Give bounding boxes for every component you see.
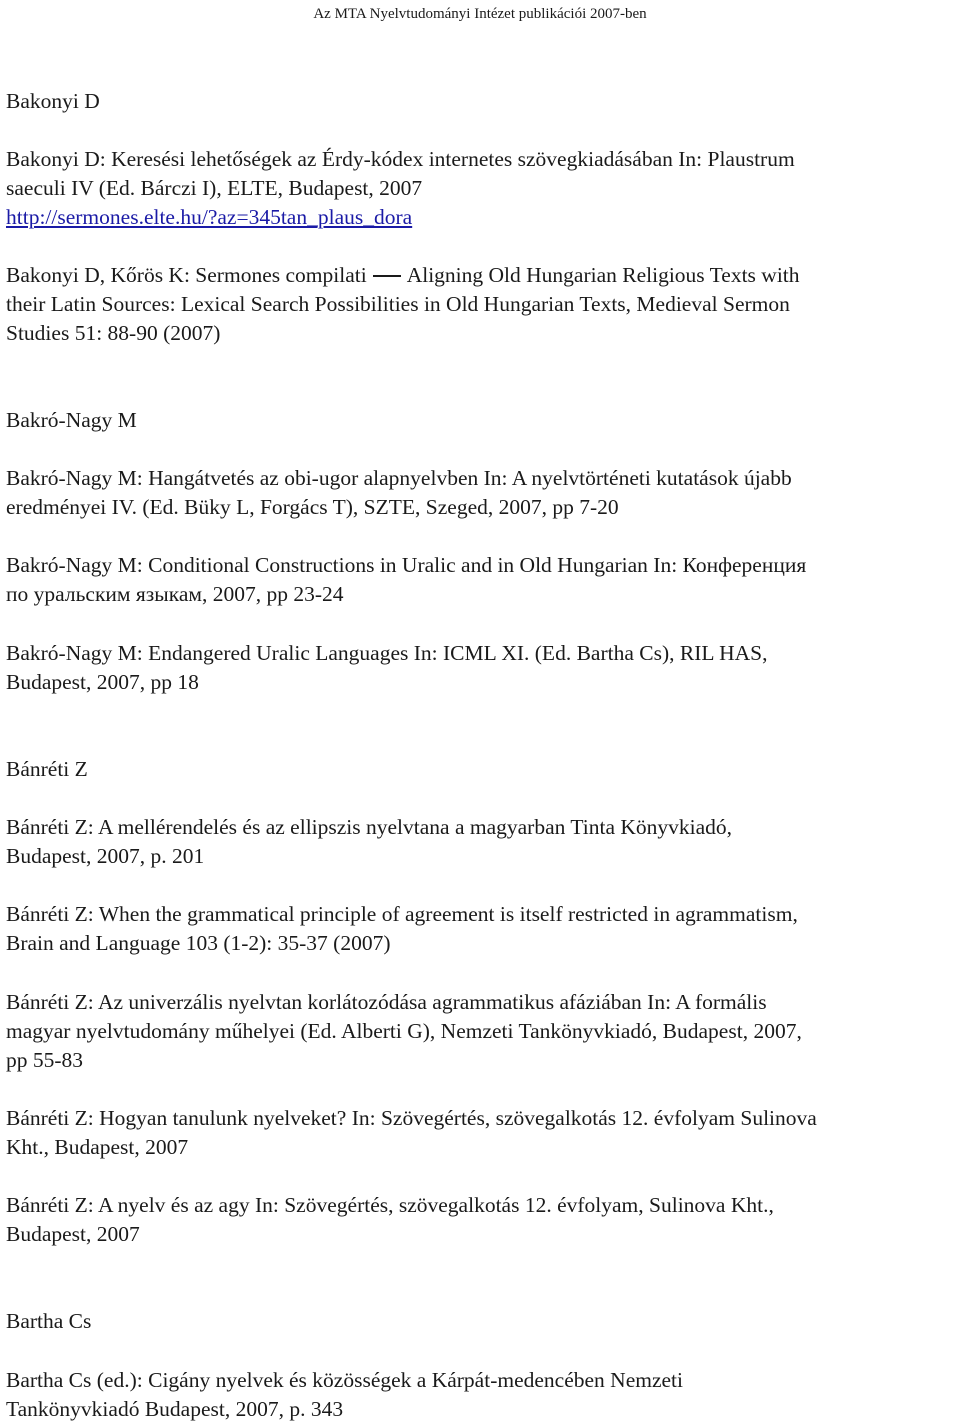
dash-separator: [373, 275, 401, 277]
document-title: Az MTA Nyelvtudományi Intézet publikációi 2007-ben: [313, 6, 647, 22]
entry-line: Budapest, 2007, p. 201: [6, 844, 205, 868]
entry-line: magyar nyelvtudomány műhelyei (Ed. Alberti G), Nemzeti Tankönyvkiadó, Budapest, 2007,: [6, 1019, 802, 1043]
entry-line: Bánréti Z: Hogyan tanulunk nyelveket? In: Szövegértés, szövegalkotás 12. évfolyam Sulinova: [6, 1106, 817, 1130]
entry-text: Bakonyi D, Kőrös K: Sermones compilati: [6, 263, 367, 287]
entry-line: Bakró-Nagy M: Conditional Constructions in Uralic and in Old Hungarian In: Конференция: [6, 553, 807, 577]
author-heading-bakonyi: Bakonyi D: [6, 89, 100, 113]
entry-line: Bakró-Nagy M: Hangátvetés az obi-ugor alapnyelvben In: A nyelvtörténeti kutatások újabb: [6, 466, 792, 490]
author-heading-bartha: Bartha Cs: [6, 1309, 92, 1333]
sermones-link[interactable]: http://sermones.elte.hu/?az=345tan_plaus_dora: [6, 205, 413, 229]
entry-line: Brain and Language 103 (1-2): 35-37 (2007): [6, 931, 391, 955]
entry-link-line: [6, 203, 412, 232]
entry-line: Kht., Budapest, 2007: [6, 1135, 189, 1159]
entry-line: Bartha Cs (ed.): Cigány nyelvek és közösségek a Kárpát-medencében Nemzeti: [6, 1368, 683, 1392]
entry-line: [6, 261, 800, 290]
entry-text: Aligning Old Hungarian Religious Texts with: [406, 263, 800, 287]
entry-line: Studies 51: 88-90 (2007): [6, 321, 221, 345]
entry-line: Bánréti Z: A nyelv és az agy In: Szövegértés, szövegalkotás 12. évfolyam, Sulinova Kht.,: [6, 1193, 774, 1217]
author-heading-banreti: Bánréti Z: [6, 757, 88, 781]
entry-line: Budapest, 2007: [6, 1222, 140, 1246]
entry-line: their Latin Sources: Lexical Search Possibilities in Old Hungarian Texts, Medieval Sermon: [6, 292, 790, 316]
entry-line: saeculi IV (Ed. Bárczi I), ELTE, Budapest, 2007: [6, 176, 423, 200]
entry-line: Bánréti Z: When the grammatical principle of agreement is itself restricted in agrammatism,: [6, 902, 798, 926]
entry-line: Bánréti Z: A mellérendelés és az ellipszis nyelvtana a magyarban Tinta Könyvkiadó,: [6, 815, 733, 839]
entry-line: Bakró-Nagy M: Endangered Uralic Languages In: ICML XI. (Ed. Bartha Cs), RIL HAS,: [6, 641, 768, 665]
entry-line: Tankönyvkiadó Budapest, 2007, p. 343: [6, 1397, 344, 1421]
entry-line: по уральским языкам, 2007, pp 23-24: [6, 582, 344, 606]
entry-line: pp 55-83: [6, 1048, 84, 1072]
entry-line: eredményei IV. (Ed. Büky L, Forgács T), SZTE, Szeged, 2007, pp 7-20: [6, 495, 619, 519]
author-heading-bakro-nagy: Bakró-Nagy M: [6, 408, 137, 432]
entry-line: Budapest, 2007, pp 18: [6, 670, 199, 694]
entry-line: Bakonyi D: Keresési lehetőségek az Érdy-kódex internetes szövegkiadásában In: Plaustrum: [6, 147, 795, 171]
entry-line: Bánréti Z: Az univerzális nyelvtan korlátozódása agrammatikus afáziában In: A formális: [6, 990, 767, 1014]
